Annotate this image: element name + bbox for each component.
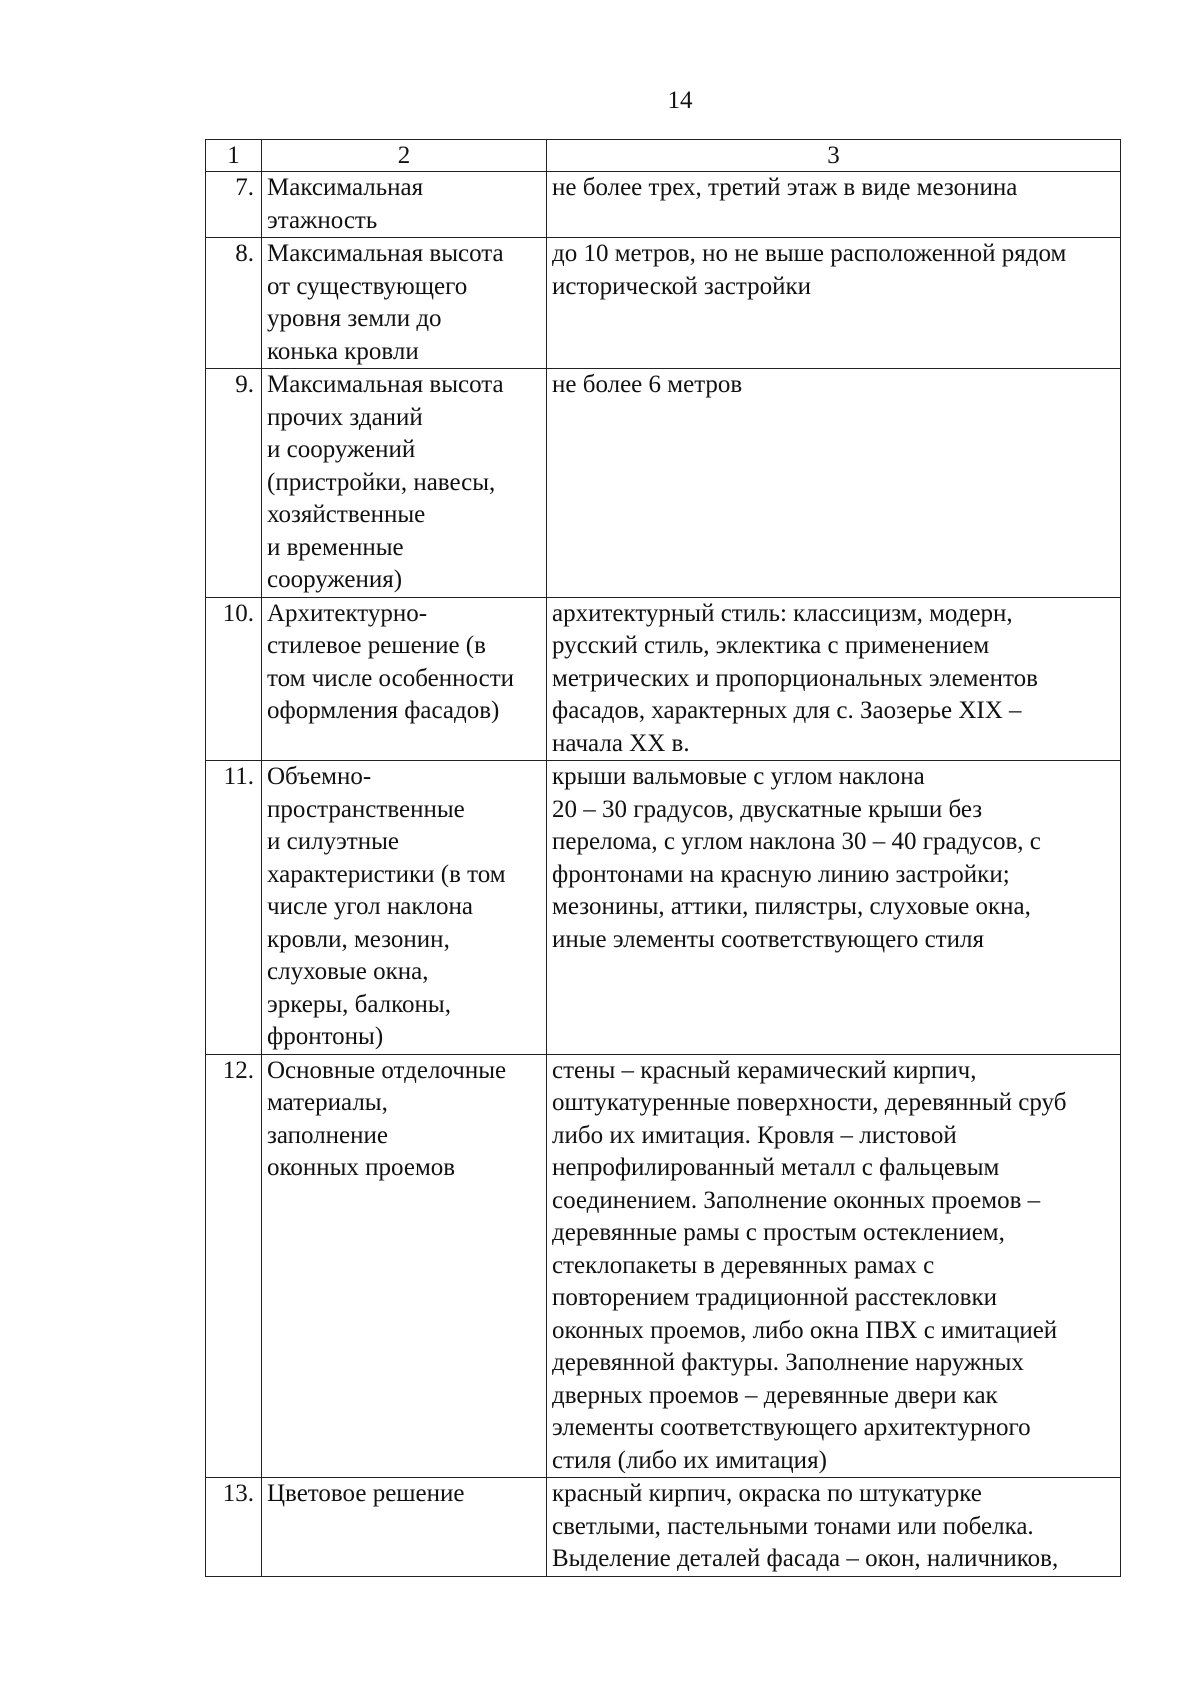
table-row — [206, 369, 1121, 598]
parameter-cell: Максимальная этажность — [262, 172, 547, 238]
header-cell-1: 1 — [206, 140, 262, 172]
value-cell: архитектурный стиль: классицизм, модерн, русский стиль, эклектика с применением метрических и пропорциональных элементов фасадов, характерных для с. Заозерье XIX – начала XX в. — [547, 597, 1121, 761]
parameter-cell: Максимальная высота от существующего уровня земли до конька кровли — [262, 238, 547, 369]
parameter-cell: Цветовое решение — [262, 1478, 547, 1577]
parameter-cell: Максимальная высота прочих зданий и сооружений (пристройки, навесы, хозяйственные и временные сооружения) — [262, 369, 547, 598]
row-number: 8. — [206, 238, 262, 369]
value-cell: крыши вальмовые с углом наклона 20 – 30 градусов, двускатные крыши без перелома, с углом наклона 30 – 40 градусов, с фронтонами на красную линию застройки; мезонины, аттики, пилястры, слуховые окна, иные элементы соответствующего стиля — [547, 761, 1121, 1055]
table-row — [206, 1054, 1121, 1478]
parameter-cell: Архитектурно- стилевое решение (в том числе особенности оформления фасадов) — [262, 597, 547, 761]
header-cell-3: 3 — [547, 140, 1121, 172]
parameter-cell: Объемно- пространственные и силуэтные характеристики (в том числе угол наклона кровли, мезонин, слуховые окна, эркеры, балконы, фронтоны) — [262, 761, 547, 1055]
table-row — [206, 238, 1121, 369]
page-number: 14 — [667, 87, 693, 114]
row-number: 9. — [206, 369, 262, 598]
table-row — [206, 172, 1121, 238]
value-cell: до 10 метров, но не выше расположенной рядом исторической застройки — [547, 238, 1121, 369]
row-number: 10. — [206, 597, 262, 761]
table-row — [206, 761, 1121, 1055]
value-cell: красный кирпич, окраска по штукатурке светлыми, пастельными тонами или побелка. Выделение деталей фасада – окон, наличников, — [547, 1478, 1121, 1577]
header-cell-2: 2 — [262, 140, 547, 172]
table-header-row — [206, 140, 1121, 172]
regulations-table — [205, 139, 1121, 1577]
value-cell: не более трех, третий этаж в виде мезонина — [547, 172, 1121, 238]
table-row — [206, 597, 1121, 761]
row-number: 11. — [206, 761, 262, 1055]
row-number: 12. — [206, 1054, 262, 1478]
row-number: 13. — [206, 1478, 262, 1577]
parameter-cell: Основные отделочные материалы, заполнение оконных проемов — [262, 1054, 547, 1478]
table-row — [206, 1478, 1121, 1577]
value-cell: не более 6 метров — [547, 369, 1121, 598]
value-cell: стены – красный керамический кирпич, оштукатуренные поверхности, деревянный сруб либо их имитация. Кровля – листовой непрофилированный металл с фальцевым соединением. Заполнение оконных проемов – деревянные рамы с простым остеклением, стеклопакеты в деревянных рамах с повторением традиционной расстекловки оконных проемов, либо окна ПВХ с имитацией деревянной фактуры. Заполнение наружных дверных проемов – деревянные двери как элементы соответствующего архитектурного стиля (либо их имитация) — [547, 1054, 1121, 1478]
row-number: 7. — [206, 172, 262, 238]
